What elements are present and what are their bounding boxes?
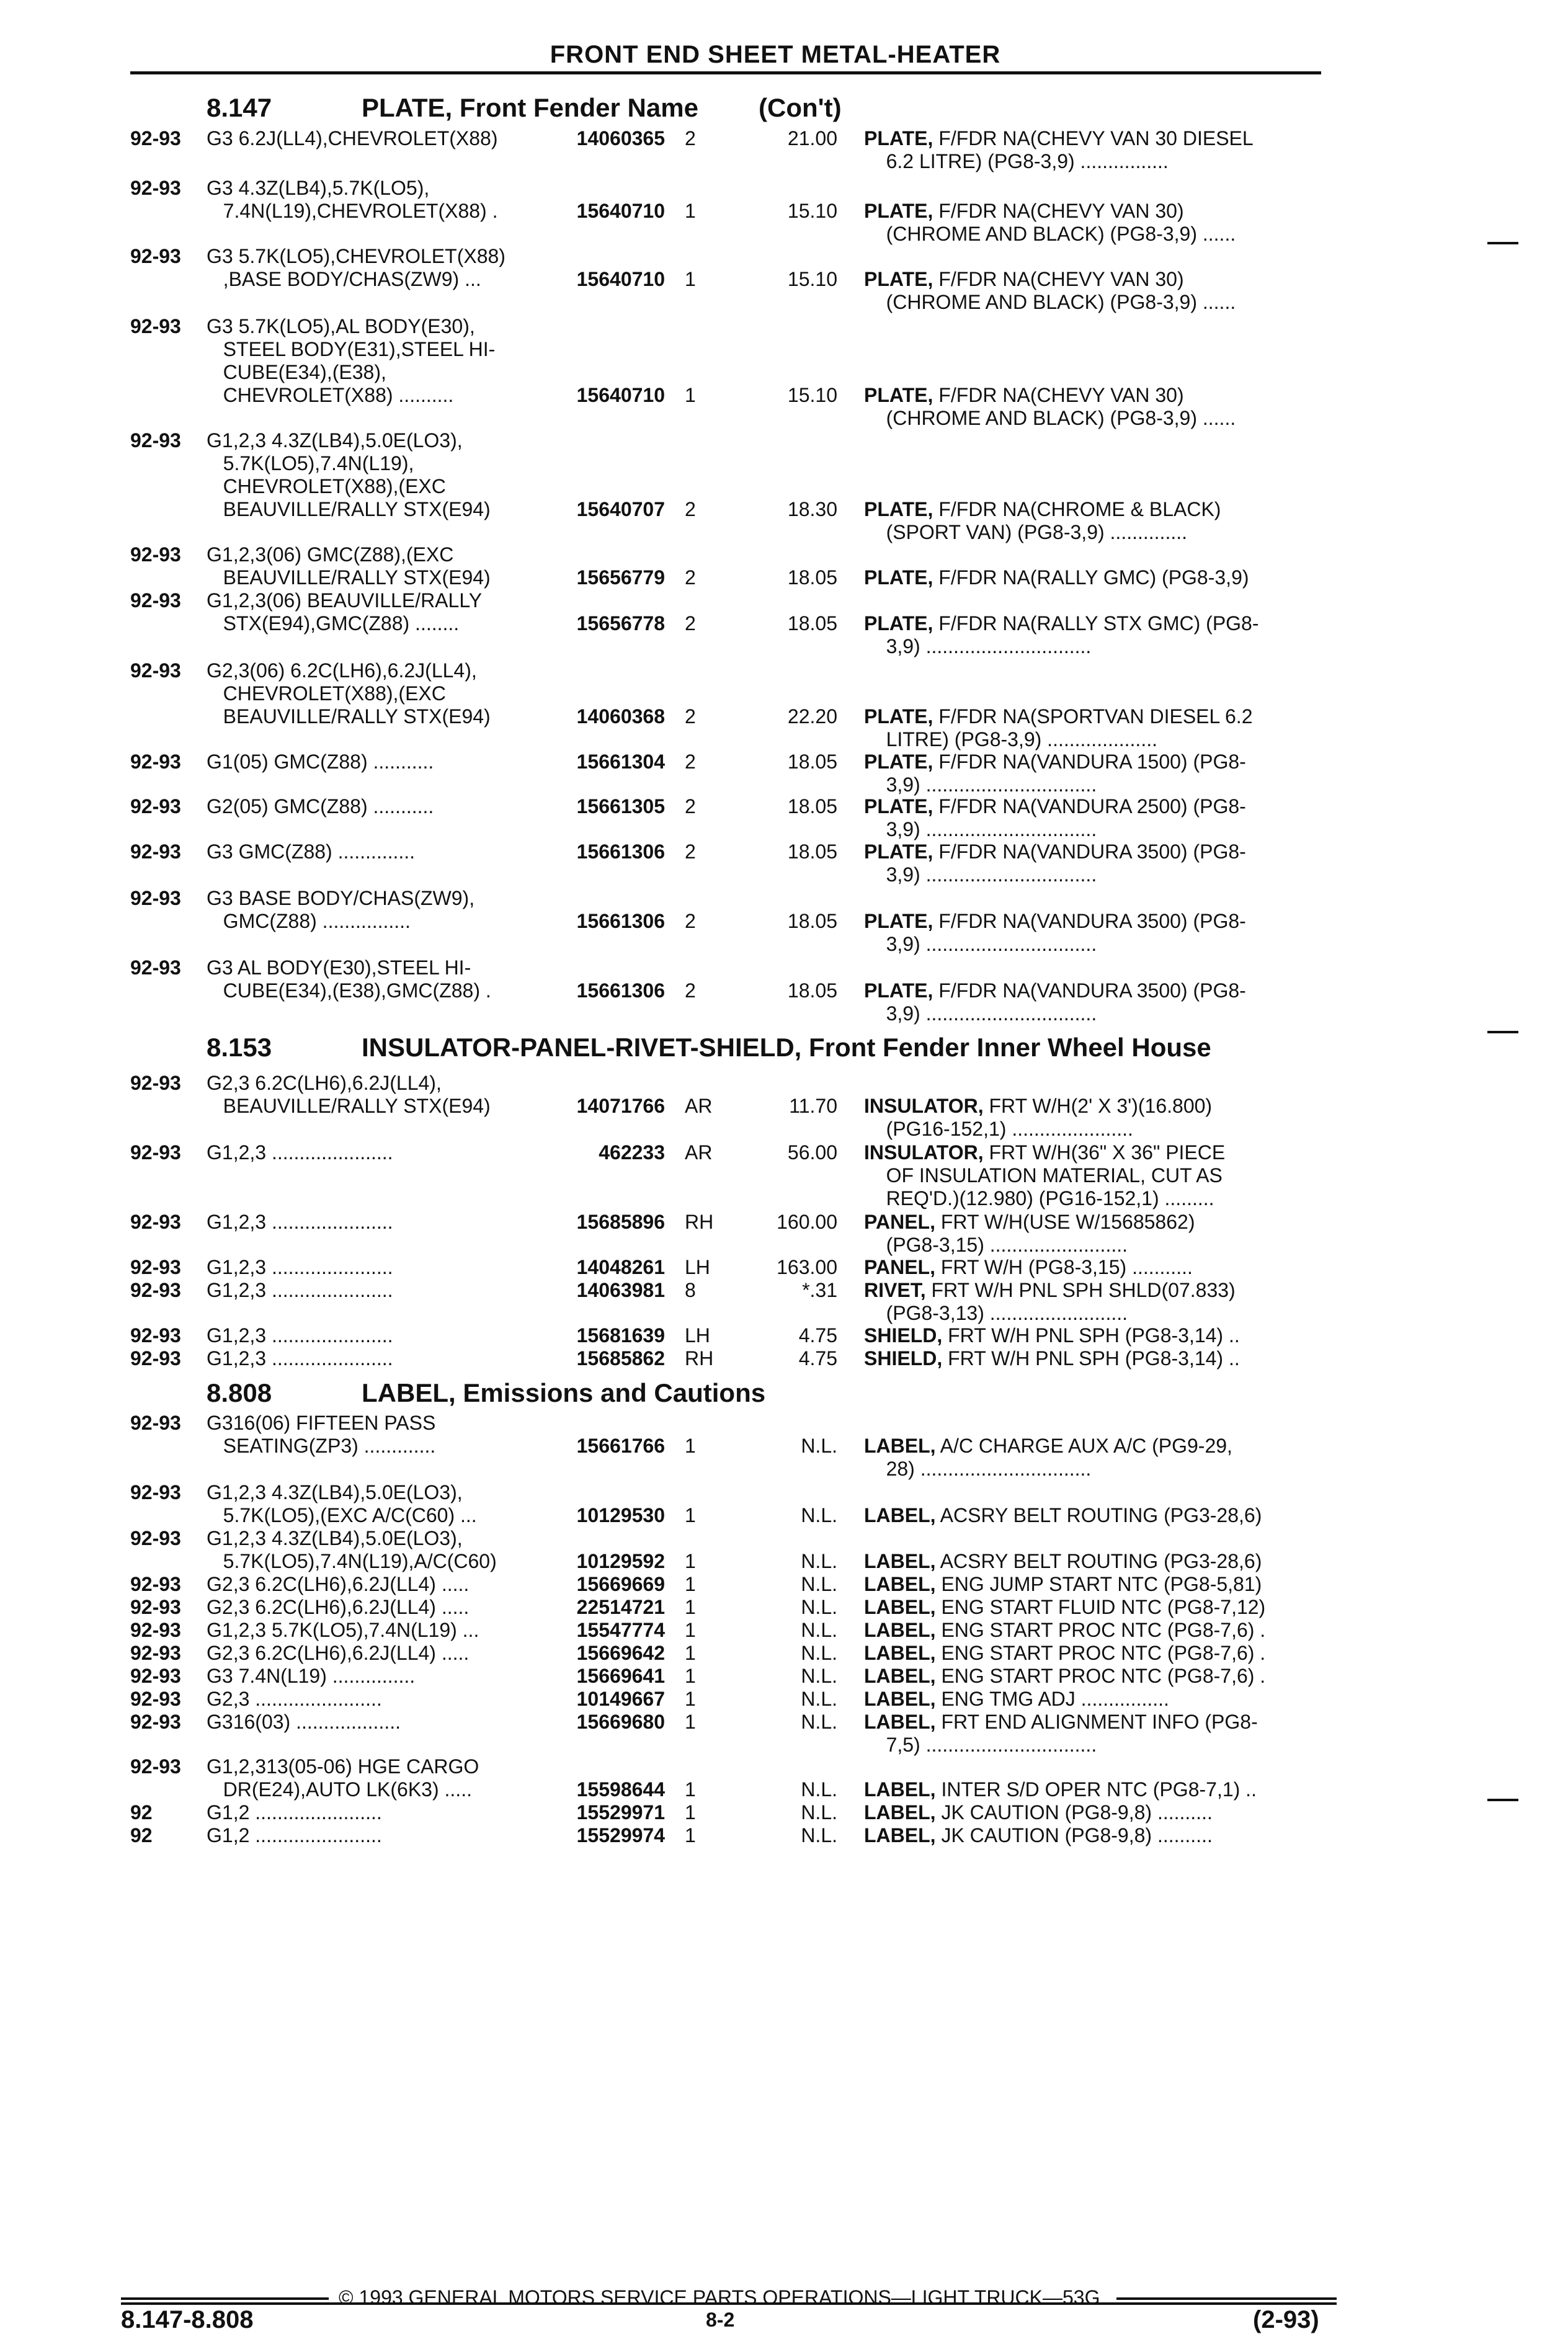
quantity: LH bbox=[685, 1256, 710, 1278]
quantity: 2 bbox=[685, 795, 696, 817]
description-keyword: PLATE, bbox=[864, 127, 933, 149]
quantity: 1 bbox=[685, 384, 696, 406]
part-number: 15661766 bbox=[576, 1435, 665, 1457]
description bbox=[864, 1573, 1335, 1596]
price: 22.20 bbox=[787, 705, 837, 728]
part-number: 15669669 bbox=[576, 1573, 665, 1595]
description-keyword: PLATE, bbox=[864, 268, 933, 290]
part-number: 15529974 bbox=[576, 1824, 665, 1846]
description bbox=[864, 979, 1335, 1025]
quantity: 2 bbox=[685, 127, 696, 149]
part-number: 10149667 bbox=[576, 1688, 665, 1710]
quantity: 1 bbox=[685, 1688, 696, 1710]
description bbox=[864, 1711, 1335, 1757]
quantity: 1 bbox=[685, 1642, 696, 1664]
model-year: 92-93 bbox=[130, 1324, 181, 1347]
description-keyword: LABEL, bbox=[864, 1665, 936, 1687]
page-title: FRONT END SHEET METAL-HEATER bbox=[550, 41, 1001, 68]
description-text: FRT W/H(2' X 3')(16.800) (PG16-152,1) ...................... bbox=[886, 1095, 1213, 1140]
description bbox=[864, 1824, 1335, 1847]
price: 18.30 bbox=[787, 498, 837, 520]
part-number: 14071766 bbox=[576, 1095, 665, 1117]
part-number: 15547774 bbox=[576, 1619, 665, 1641]
part-number: 15640707 bbox=[576, 498, 665, 520]
description-text: F/FDR NA(VANDURA 1500) (PG8- 3,9) ............................... bbox=[886, 751, 1246, 796]
price: N.L. bbox=[801, 1665, 837, 1687]
model-year: 92-93 bbox=[130, 1642, 181, 1664]
quantity: 1 bbox=[685, 1665, 696, 1687]
price: N.L. bbox=[801, 1778, 837, 1801]
description-keyword: INSULATOR, bbox=[864, 1141, 984, 1164]
part-number: 15656778 bbox=[576, 612, 665, 635]
margin-tick bbox=[1487, 242, 1518, 244]
application: G3 GMC(Z88) .............. bbox=[207, 840, 416, 863]
price: 56.00 bbox=[787, 1141, 837, 1164]
description-text: ENG START PROC NTC (PG8-7,6) . bbox=[935, 1665, 1266, 1687]
description-text: F/FDR NA(VANDURA 3500) (PG8- 3,9) ............................... bbox=[886, 840, 1246, 886]
description-keyword: LABEL, bbox=[864, 1711, 936, 1733]
description bbox=[864, 498, 1335, 544]
price: N.L. bbox=[801, 1711, 837, 1733]
price: 18.05 bbox=[787, 566, 837, 589]
part-number: 15640710 bbox=[576, 384, 665, 406]
description-keyword: LABEL, bbox=[864, 1435, 936, 1457]
footer-rule-right bbox=[1116, 2297, 1337, 2300]
application: G2,3 6.2C(LH6),6.2J(LL4) ..... bbox=[207, 1642, 470, 1664]
description-text: F/FDR NA(CHEVY VAN 30) (CHROME AND BLACK) (PG8-3,9) ...... bbox=[886, 200, 1236, 245]
price: N.L. bbox=[801, 1504, 837, 1526]
section-number: 8.153 bbox=[207, 1033, 272, 1062]
application: G1,2,3 4.3Z(LB4),5.0E(LO3), 5.7K(LO5),7.4N(L19), CHEVROLET(X88),(EXC BEAUVILLE/RALLY STX(E94) bbox=[207, 429, 491, 520]
model-year: 92-93 bbox=[130, 127, 181, 149]
price: 4.75 bbox=[798, 1324, 837, 1347]
model-year: 92 bbox=[130, 1801, 153, 1824]
application: G3 4.3Z(LB4),5.7K(LO5), 7.4N(L19),CHEVROLET(X88) . bbox=[207, 177, 498, 222]
quantity: 2 bbox=[685, 705, 696, 728]
quantity: AR bbox=[685, 1095, 713, 1117]
model-year: 92-93 bbox=[130, 1596, 181, 1618]
model-year: 92-93 bbox=[130, 1755, 181, 1778]
description-keyword: PANEL, bbox=[864, 1211, 935, 1233]
part-number: 14063981 bbox=[576, 1279, 665, 1301]
price: *.31 bbox=[802, 1279, 837, 1301]
price: N.L. bbox=[801, 1642, 837, 1664]
part-number: 10129592 bbox=[576, 1550, 665, 1572]
description bbox=[864, 1141, 1335, 1210]
quantity: RH bbox=[685, 1347, 714, 1370]
footer-rule-left bbox=[121, 2297, 329, 2300]
description bbox=[864, 705, 1335, 751]
price: 18.05 bbox=[787, 751, 837, 773]
description bbox=[864, 1665, 1335, 1688]
quantity: 1 bbox=[685, 268, 696, 290]
application: G1,2,313(05-06) HGE CARGO DR(E24),AUTO LK(6K3) ..... bbox=[207, 1755, 479, 1801]
description bbox=[864, 1778, 1335, 1801]
price: 18.05 bbox=[787, 612, 837, 635]
price: N.L. bbox=[801, 1688, 837, 1710]
description bbox=[864, 1347, 1335, 1370]
model-year: 92-93 bbox=[130, 245, 181, 267]
model-year: 92-93 bbox=[130, 840, 181, 863]
model-year: 92-93 bbox=[130, 177, 181, 199]
description-text: ACSRY BELT ROUTING (PG3-28,6) bbox=[935, 1550, 1262, 1572]
model-year: 92-93 bbox=[130, 1573, 181, 1595]
application: G2,3 ....................... bbox=[207, 1688, 382, 1710]
model-year: 92-93 bbox=[130, 315, 181, 337]
section-number: 8.147 bbox=[207, 93, 272, 122]
part-number: 15681639 bbox=[576, 1324, 665, 1347]
margin-tick bbox=[1487, 1031, 1518, 1033]
quantity: 1 bbox=[685, 1824, 696, 1846]
price: 15.10 bbox=[787, 200, 837, 222]
description-keyword: PLATE, bbox=[864, 979, 933, 1002]
application: G1,2 ....................... bbox=[207, 1824, 382, 1846]
application: G3 7.4N(L19) ............... bbox=[207, 1665, 416, 1687]
application: G1,2,3 4.3Z(LB4),5.0E(LO3), 5.7K(LO5),7.4N(L19),A/C(C60) bbox=[207, 1527, 497, 1572]
description-text: F/FDR NA(CHROME & BLACK) (SPORT VAN) (PG8-3,9) .............. bbox=[886, 498, 1221, 543]
description-text: F/FDR NA(VANDURA 3500) (PG8- 3,9) ............................... bbox=[886, 979, 1246, 1025]
description-keyword: LABEL, bbox=[864, 1778, 936, 1801]
part-number: 15669641 bbox=[576, 1665, 665, 1687]
description-text: F/FDR NA(CHEVY VAN 30) (CHROME AND BLACK) (PG8-3,9) ...... bbox=[886, 384, 1236, 429]
part-number: 15669680 bbox=[576, 1711, 665, 1733]
description bbox=[864, 1435, 1335, 1481]
part-number: 462233 bbox=[599, 1141, 665, 1164]
application: G3 BASE BODY/CHAS(ZW9), GMC(Z88) ................ bbox=[207, 887, 475, 932]
description bbox=[864, 795, 1335, 841]
price: 21.00 bbox=[787, 127, 837, 149]
quantity: 1 bbox=[685, 1573, 696, 1595]
description bbox=[864, 1550, 1335, 1573]
description bbox=[864, 840, 1335, 886]
description-keyword: PLATE, bbox=[864, 840, 933, 863]
model-year: 92-93 bbox=[130, 1279, 181, 1301]
part-number: 15640710 bbox=[576, 200, 665, 222]
price: N.L. bbox=[801, 1550, 837, 1572]
description-text: F/FDR NA(CHEVY VAN 30 DIESEL 6.2 LITRE) (PG8-3,9) ................ bbox=[886, 127, 1254, 172]
description-keyword: PANEL, bbox=[864, 1256, 935, 1278]
part-number: 15640710 bbox=[576, 268, 665, 290]
description bbox=[864, 1095, 1335, 1141]
description-keyword: PLATE, bbox=[864, 612, 933, 635]
description bbox=[864, 1688, 1335, 1711]
description-keyword: LABEL, bbox=[864, 1824, 936, 1846]
description-keyword: INSULATOR, bbox=[864, 1095, 984, 1117]
price: 15.10 bbox=[787, 384, 837, 406]
part-number: 14060365 bbox=[576, 127, 665, 149]
description-text: F/FDR NA(VANDURA 3500) (PG8- 3,9) ............................... bbox=[886, 910, 1246, 955]
application: G3 5.7K(LO5),CHEVROLET(X88) ,BASE BODY/CHAS(ZW9) ... bbox=[207, 245, 506, 290]
part-number: 15661306 bbox=[576, 840, 665, 863]
application: G1,2,3(06) BEAUVILLE/RALLY STX(E94),GMC(Z88) ........ bbox=[207, 589, 483, 635]
quantity: 2 bbox=[685, 910, 696, 932]
footer-section-range: 8.147-8.808 bbox=[121, 2306, 254, 2333]
description bbox=[864, 127, 1335, 173]
application: G2,3(06) 6.2C(LH6),6.2J(LL4), CHEVROLET(X88),(EXC BEAUVILLE/RALLY STX(E94) bbox=[207, 659, 491, 728]
description bbox=[864, 200, 1335, 246]
description bbox=[864, 1504, 1335, 1527]
price: N.L. bbox=[801, 1824, 837, 1846]
description bbox=[864, 384, 1335, 430]
description-text: FRT W/H PNL SPH (PG8-3,14) .. bbox=[942, 1324, 1240, 1347]
price: N.L. bbox=[801, 1435, 837, 1457]
description-keyword: SHIELD, bbox=[864, 1324, 943, 1347]
margin-tick bbox=[1487, 1799, 1518, 1801]
application: G1(05) GMC(Z88) ........... bbox=[207, 751, 434, 773]
model-year: 92-93 bbox=[130, 1688, 181, 1710]
description bbox=[864, 1279, 1335, 1325]
description bbox=[864, 910, 1335, 956]
description-text: F/FDR NA(RALLY GMC) (PG8-3,9) bbox=[933, 566, 1249, 589]
part-number: 15598644 bbox=[576, 1778, 665, 1801]
model-year: 92-93 bbox=[130, 751, 181, 773]
description-text: ENG START PROC NTC (PG8-7,6) . bbox=[935, 1642, 1266, 1664]
description-keyword: LABEL, bbox=[864, 1642, 936, 1664]
description bbox=[864, 751, 1335, 796]
quantity: 1 bbox=[685, 1619, 696, 1641]
price: N.L. bbox=[801, 1619, 837, 1641]
application: G2,3 6.2C(LH6),6.2J(LL4) ..... bbox=[207, 1596, 470, 1618]
application: G3 5.7K(LO5),AL BODY(E30), STEEL BODY(E31),STEEL HI- CUBE(E34),(E38), CHEVROLET(X88) .......... bbox=[207, 315, 496, 406]
description-keyword: PLATE, bbox=[864, 751, 933, 773]
model-year: 92 bbox=[130, 1824, 153, 1846]
quantity: 1 bbox=[685, 200, 696, 222]
description-keyword: PLATE, bbox=[864, 795, 933, 817]
price: N.L. bbox=[801, 1573, 837, 1595]
footer-date: (2-93) bbox=[1253, 2306, 1319, 2333]
footer-page-number: 8-2 bbox=[706, 2309, 735, 2331]
application: G1,2,3(06) GMC(Z88),(EXC BEAUVILLE/RALLY STX(E94) bbox=[207, 543, 491, 589]
price: N.L. bbox=[801, 1596, 837, 1618]
description-keyword: PLATE, bbox=[864, 566, 933, 589]
description bbox=[864, 268, 1335, 314]
model-year: 92-93 bbox=[130, 1412, 181, 1434]
model-year: 92-93 bbox=[130, 1256, 181, 1278]
part-number: 15656779 bbox=[576, 566, 665, 589]
part-number: 14048261 bbox=[576, 1256, 665, 1278]
description-keyword: LABEL, bbox=[864, 1504, 936, 1526]
price: N.L. bbox=[801, 1801, 837, 1824]
description bbox=[864, 566, 1335, 589]
model-year: 92-93 bbox=[130, 1665, 181, 1687]
application: G1,2,3 ...................... bbox=[207, 1211, 393, 1233]
description-keyword: LABEL, bbox=[864, 1688, 936, 1710]
description-text: FRT END ALIGNMENT INFO (PG8- 7,5) ............................... bbox=[886, 1711, 1258, 1756]
quantity: 2 bbox=[685, 612, 696, 635]
application: G3 6.2J(LL4),CHEVROLET(X88) bbox=[207, 127, 498, 149]
description-text: ENG START FLUID NTC (PG8-7,12) bbox=[935, 1596, 1266, 1618]
section-title: INSULATOR-PANEL-RIVET-SHIELD, Front Fender Inner Wheel House bbox=[362, 1033, 1211, 1062]
model-year: 92-93 bbox=[130, 956, 181, 979]
application: G1,2,3 ...................... bbox=[207, 1324, 393, 1347]
description-text: ACSRY BELT ROUTING (PG3-28,6) bbox=[935, 1504, 1262, 1526]
quantity: 1 bbox=[685, 1778, 696, 1801]
description-text: F/FDR NA(SPORTVAN DIESEL 6.2 LITRE) (PG8-3,9) .................... bbox=[886, 705, 1253, 751]
part-number: 15661304 bbox=[576, 751, 665, 773]
part-number: 15661306 bbox=[576, 979, 665, 1002]
quantity: 2 bbox=[685, 498, 696, 520]
description bbox=[864, 1211, 1335, 1257]
quantity: 2 bbox=[685, 566, 696, 589]
description-keyword: LABEL, bbox=[864, 1550, 936, 1572]
page-header bbox=[130, 41, 1321, 74]
price: 160.00 bbox=[777, 1211, 837, 1233]
quantity: 1 bbox=[685, 1435, 696, 1457]
description-text: FRT W/H(36" X 36" PIECE OF INSULATION MATERIAL, CUT AS REQ'D.)(12.980) (PG16-152,1) ......... bbox=[886, 1141, 1226, 1209]
description-text: A/C CHARGE AUX A/C (PG9-29, 28) ............................... bbox=[886, 1435, 1232, 1480]
application: G2,3 6.2C(LH6),6.2J(LL4) ..... bbox=[207, 1573, 470, 1595]
model-year: 92-93 bbox=[130, 1347, 181, 1370]
application: G3 AL BODY(E30),STEEL HI- CUBE(E34),(E38),GMC(Z88) . bbox=[207, 956, 491, 1002]
application: G1,2,3 ...................... bbox=[207, 1279, 393, 1301]
quantity: 1 bbox=[685, 1504, 696, 1526]
model-year: 92-93 bbox=[130, 1211, 181, 1233]
description bbox=[864, 1801, 1335, 1824]
application: G1,2,3 ...................... bbox=[207, 1347, 393, 1370]
section-number: 8.808 bbox=[207, 1378, 272, 1407]
description-keyword: PLATE, bbox=[864, 910, 933, 932]
description-keyword: PLATE, bbox=[864, 200, 933, 222]
description-text: ENG TMG ADJ ................ bbox=[935, 1688, 1169, 1710]
model-year: 92-93 bbox=[130, 543, 181, 566]
model-year: 92-93 bbox=[130, 1619, 181, 1641]
application: G316(03) ................... bbox=[207, 1711, 401, 1733]
model-year: 92-93 bbox=[130, 589, 181, 612]
quantity: RH bbox=[685, 1211, 714, 1233]
description-text: F/FDR NA(CHEVY VAN 30) (CHROME AND BLACK) (PG8-3,9) ...... bbox=[886, 268, 1236, 313]
part-number: 15529971 bbox=[576, 1801, 665, 1824]
quantity: 1 bbox=[685, 1596, 696, 1618]
footer-copyright: © 1993 GENERAL MOTORS SERVICE PARTS OPERATIONS—LIGHT TRUCK—53G bbox=[339, 2286, 1100, 2309]
part-number: 15661305 bbox=[576, 795, 665, 817]
price: 18.05 bbox=[787, 979, 837, 1002]
description-text: JK CAUTION (PG8-9,8) .......... bbox=[935, 1801, 1213, 1824]
description-keyword: PLATE, bbox=[864, 384, 933, 406]
quantity: AR bbox=[685, 1141, 713, 1164]
model-year: 92-93 bbox=[130, 795, 181, 817]
description bbox=[864, 612, 1335, 658]
application: G316(06) FIFTEEN PASS SEATING(ZP3) ............. bbox=[207, 1412, 436, 1457]
quantity: 1 bbox=[685, 1801, 696, 1824]
quantity: LH bbox=[685, 1324, 710, 1347]
price: 11.70 bbox=[789, 1095, 837, 1117]
model-year: 92-93 bbox=[130, 887, 181, 909]
description-text: FRT W/H PNL SPH (PG8-3,14) .. bbox=[942, 1347, 1240, 1370]
quantity: 2 bbox=[685, 840, 696, 863]
description bbox=[864, 1642, 1335, 1665]
application: G1,2,3 5.7K(LO5),7.4N(L19) ... bbox=[207, 1619, 479, 1641]
price: 15.10 bbox=[787, 268, 837, 290]
description-text: JK CAUTION (PG8-9,8) .......... bbox=[935, 1824, 1213, 1846]
application: G2,3 6.2C(LH6),6.2J(LL4), BEAUVILLE/RALLY STX(E94) bbox=[207, 1072, 491, 1117]
section-title: LABEL, Emissions and Cautions bbox=[362, 1378, 766, 1407]
part-number: 22514721 bbox=[576, 1596, 665, 1618]
model-year: 92-93 bbox=[130, 1527, 181, 1549]
price: 163.00 bbox=[777, 1256, 837, 1278]
application: G1,2,3 ...................... bbox=[207, 1256, 393, 1278]
part-number: 15685862 bbox=[576, 1347, 665, 1370]
description bbox=[864, 1324, 1335, 1347]
description bbox=[864, 1256, 1335, 1279]
model-year: 92-93 bbox=[130, 1072, 181, 1094]
description-text: F/FDR NA(RALLY STX GMC) (PG8- 3,9) .............................. bbox=[886, 612, 1259, 657]
quantity: 2 bbox=[685, 751, 696, 773]
model-year: 92-93 bbox=[130, 1481, 181, 1503]
description-keyword: SHIELD, bbox=[864, 1347, 943, 1370]
price: 18.05 bbox=[787, 795, 837, 817]
price: 4.75 bbox=[798, 1347, 837, 1370]
description-keyword: PLATE, bbox=[864, 705, 933, 728]
model-year: 92-93 bbox=[130, 659, 181, 682]
application: G1,2 ....................... bbox=[207, 1801, 382, 1824]
description-text: FRT W/H PNL SPH SHLD(07.833) (PG8-3,13) ......................... bbox=[886, 1279, 1236, 1324]
model-year: 92-93 bbox=[130, 429, 181, 452]
price: 18.05 bbox=[787, 840, 837, 863]
model-year: 92-93 bbox=[130, 1141, 181, 1164]
description-text: FRT W/H(USE W/15685862) (PG8-3,15) ......................... bbox=[886, 1211, 1195, 1256]
quantity: 2 bbox=[685, 979, 696, 1002]
part-number: 15669642 bbox=[576, 1642, 665, 1664]
section-title: PLATE, Front Fender Name bbox=[362, 93, 698, 122]
part-number: 10129530 bbox=[576, 1504, 665, 1526]
description-keyword: RIVET, bbox=[864, 1279, 926, 1301]
section-continued: (Con't) bbox=[759, 93, 842, 122]
description-text: INTER S/D OPER NTC (PG8-7,1) .. bbox=[935, 1778, 1257, 1801]
description-text: ENG JUMP START NTC (PG8-5,81) bbox=[935, 1573, 1262, 1595]
description-keyword: PLATE, bbox=[864, 498, 933, 520]
description bbox=[864, 1619, 1335, 1642]
quantity: 1 bbox=[685, 1711, 696, 1733]
model-year: 92-93 bbox=[130, 1711, 181, 1733]
description-keyword: LABEL, bbox=[864, 1596, 936, 1618]
quantity: 8 bbox=[685, 1279, 696, 1301]
description bbox=[864, 1596, 1335, 1619]
price: 18.05 bbox=[787, 910, 837, 932]
application: G2(05) GMC(Z88) ........... bbox=[207, 795, 434, 817]
part-number: 15661306 bbox=[576, 910, 665, 932]
description-text: F/FDR NA(VANDURA 2500) (PG8- 3,9) ............................... bbox=[886, 795, 1246, 840]
description-text: FRT W/H (PG8-3,15) ........... bbox=[935, 1256, 1193, 1278]
part-number: 14060368 bbox=[576, 705, 665, 728]
part-number: 15685896 bbox=[576, 1211, 665, 1233]
description-text: ENG START PROC NTC (PG8-7,6) . bbox=[935, 1619, 1266, 1641]
description-keyword: LABEL, bbox=[864, 1573, 936, 1595]
description-keyword: LABEL, bbox=[864, 1619, 936, 1641]
application: G1,2,3 ...................... bbox=[207, 1141, 393, 1164]
application: G1,2,3 4.3Z(LB4),5.0E(LO3), 5.7K(LO5),(EXC A/C(C60) ... bbox=[207, 1481, 477, 1526]
quantity: 1 bbox=[685, 1550, 696, 1572]
description-keyword: LABEL, bbox=[864, 1801, 936, 1824]
